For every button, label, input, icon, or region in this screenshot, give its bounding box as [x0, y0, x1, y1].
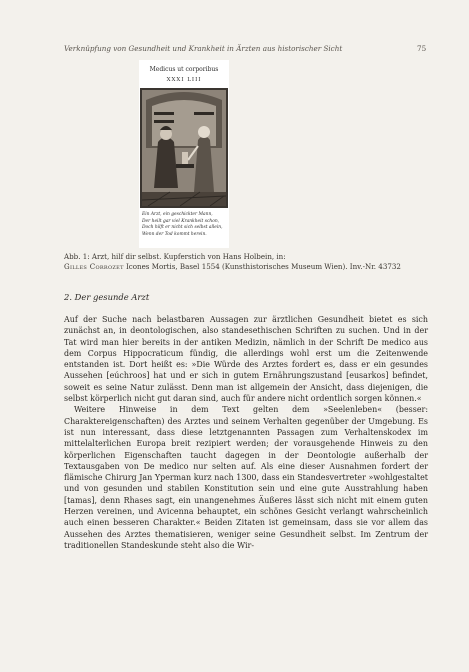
figure-caption	[64, 252, 424, 272]
section-heading: 2. Der gesunde Arzt	[64, 292, 150, 302]
caption-reference: Inv.-Nr. 43732	[349, 262, 401, 271]
paragraph: Weitere Hinweise in dem Text gelten dem »Seelenleben« (besser: Charaktereigenschaften) des Arztes und seinem Verhalten gegenüber der Umgebung. Es ist nun interessant, dass diese letztgenannten Passagen zum Verhaltenskodex im mittelalterlichen Europa breit rezipiert werden; der vorausgehende Hinweis zu den körperlichen Eigenschaften taucht dagegen in der Deontologie außerhalb der Textausgaben von De medico nur selten auf. Als eine dieser Ausnahmen fordert der flämische Chirurg Jan Yperman kurz nach 1300, dass ein Standesvertreter »wohlgestaltet und von gesunden und stabilen Konstitution sein und eine gute Ausstrahlung haben [tamas], denn Rhases sagt, ein unangenehmes Äußeres lässt sich nicht mit einem guten Herzen vereinen, und Avicenna behauptet, ein schönes Gesicht verlangt wahrscheinlich auch einen besseren Charakter.« Beiden Zitaten ist gemeinsam, dass sie vor allem das Aussehen des Arztes thematisieren, weniger seine Gesundheit selbst. Im Zentrum der traditionellen Standeskunde steht also die Wir-	[64, 405, 428, 550]
woodcut-verse	[142, 212, 228, 238]
woodcut-figure	[139, 60, 229, 248]
body-text	[64, 314, 428, 551]
caption-source: Icones Mortis, Basel 1554 (Kunsthistorisches Museum Wien).	[123, 262, 348, 271]
verse-line: Wenn der Tod kommt herein.	[142, 231, 207, 237]
running-head: Verknüpfung von Gesundheit und Krankheit in Ärzten aus historischer Sicht	[64, 44, 343, 53]
woodcut-image	[140, 88, 228, 208]
paragraph: Auf der Suche nach belastbaren Aussagen zur ärztlichen Gesundheit bietet es sich zunächst an, in deontologischen, also standesethischen Schriften zu suchen. Und in der Tat wird man hier bereits in der antiken Medizin, nämlich in der Schrift De medico aus dem Corpus Hippocraticum fündig, die allerdings wohl erst um die Zeitenwende entstanden ist. Dort heißt es: »Die Würde des Arztes fordert es, dass er ein gesundes Aussehen [eúchroos] hat und er sich in gutem Ernährungszustand [eusarkos] befindet, soweit es seine Natur zulässt. Denn man ist allgemein der Ansicht, dass diejenigen, die selbst körperlich nicht gut daran sind, auch für andere nicht ordentlich sorgen können.«	[64, 315, 428, 404]
caption-author: Gilles Corrozet	[64, 262, 124, 271]
verse-line: Ein Arzt, ein geschickter Mann,	[142, 212, 213, 217]
verse-line: Der heilt gar viel Krankheit schon,	[142, 218, 220, 224]
verse-line: Doch hilft er nicht sich selbst allein,	[142, 225, 223, 231]
figure-caption-line2	[64, 262, 424, 272]
woodcut-roman-numeral: XXXI LIII	[166, 77, 202, 83]
figure-caption-line1: Abb. 1: Arzt, hilf dir selbst. Kupferstich von Hans Holbein, in:	[64, 252, 286, 261]
woodcut-top-caption: Medicus ut corporibus	[149, 66, 219, 73]
page-number: 75	[417, 44, 427, 53]
